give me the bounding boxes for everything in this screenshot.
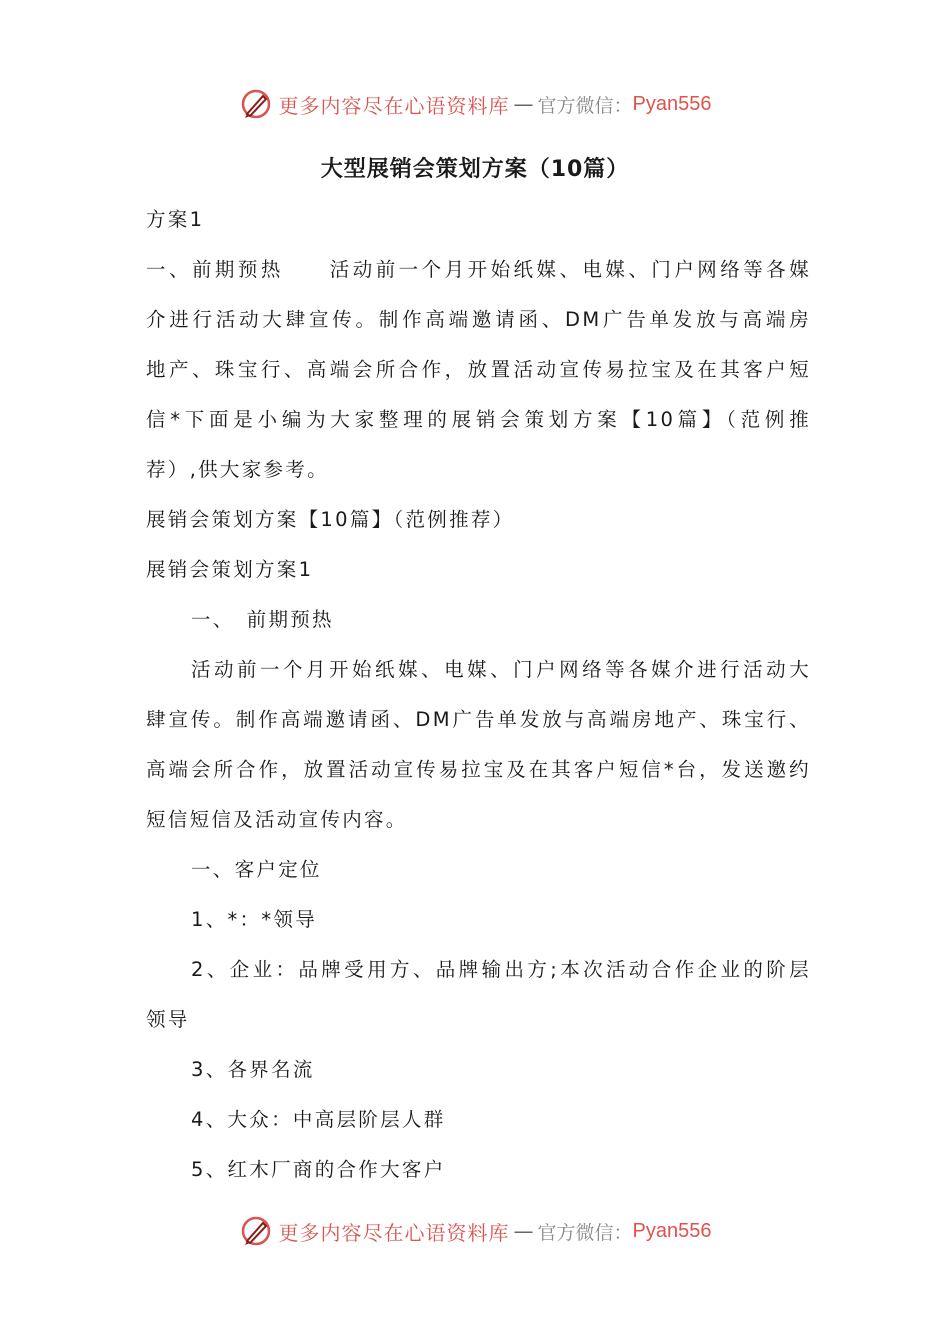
text-line: 2、企业：品牌受用方、品牌输出方;本次活动合作企业的阶层 (191, 958, 811, 981)
header-watermark (0, 84, 950, 124)
text-line: 一、前期预热 活动前一个月开始纸媒、电媒、门户网络等各媒 (146, 258, 811, 281)
text-line: 信*下面是小编为大家整理的展销会策划方案【10篇】（范例推 (146, 408, 811, 431)
text-line: 3、各界名流 (191, 1058, 315, 1081)
text-line: 高端会所合作，放置活动宣传易拉宝及在其客户短信*台，发送邀约 (146, 758, 811, 781)
text-line: 领导 (146, 1008, 190, 1031)
watermark-separator: — (513, 92, 534, 116)
footer-watermark (0, 1211, 950, 1251)
watermark-label: 官方微信： (537, 94, 633, 117)
text-line: 荐）,供大家参考。 (146, 458, 329, 481)
text-line: 5、红木厂商的合作大客户 (191, 1158, 446, 1181)
text-line: 短信短信及活动宣传内容。 (146, 808, 408, 831)
watermark-main-text: 更多内容尽在心语资料库 (278, 93, 510, 118)
watermark-separator: — (513, 1219, 534, 1243)
document-title: 大型展销会策划方案（10篇） (320, 157, 630, 182)
pen-logo-icon (239, 1214, 273, 1248)
text-line: 肆宣传。制作高端邀请函、DM广告单发放与高端房地产、珠宝行、 (146, 708, 811, 731)
text-line: 展销会策划方案【10篇】（范例推荐） (146, 508, 515, 531)
watermark-label: 官方微信： (537, 1221, 633, 1244)
watermark-wechat-id: Pyan556 (632, 92, 712, 115)
text-line: 地产、珠宝行、高端会所合作，放置活动宣传易拉宝及在其客户短 (146, 358, 811, 381)
text-line: 一、 前期预热 (191, 608, 334, 631)
text-line: 展销会策划方案1 (146, 558, 314, 581)
text-line: 一、客户定位 (191, 858, 322, 881)
pen-logo-icon (239, 87, 273, 121)
text-line: 4、大众：中高层阶层人群 (191, 1108, 446, 1131)
text-line: 介进行活动大肆宣传。制作高端邀请函、DM广告单发放与高端房 (146, 308, 811, 331)
text-line: 方案1 (146, 208, 205, 231)
text-line: 1、*：*领导 (191, 908, 318, 931)
document-body (146, 195, 811, 1195)
text-line: 活动前一个月开始纸媒、电媒、门户网络等各媒介进行活动大 (191, 658, 811, 681)
watermark-wechat-id: Pyan556 (632, 1219, 712, 1242)
watermark-main-text: 更多内容尽在心语资料库 (278, 1220, 510, 1245)
